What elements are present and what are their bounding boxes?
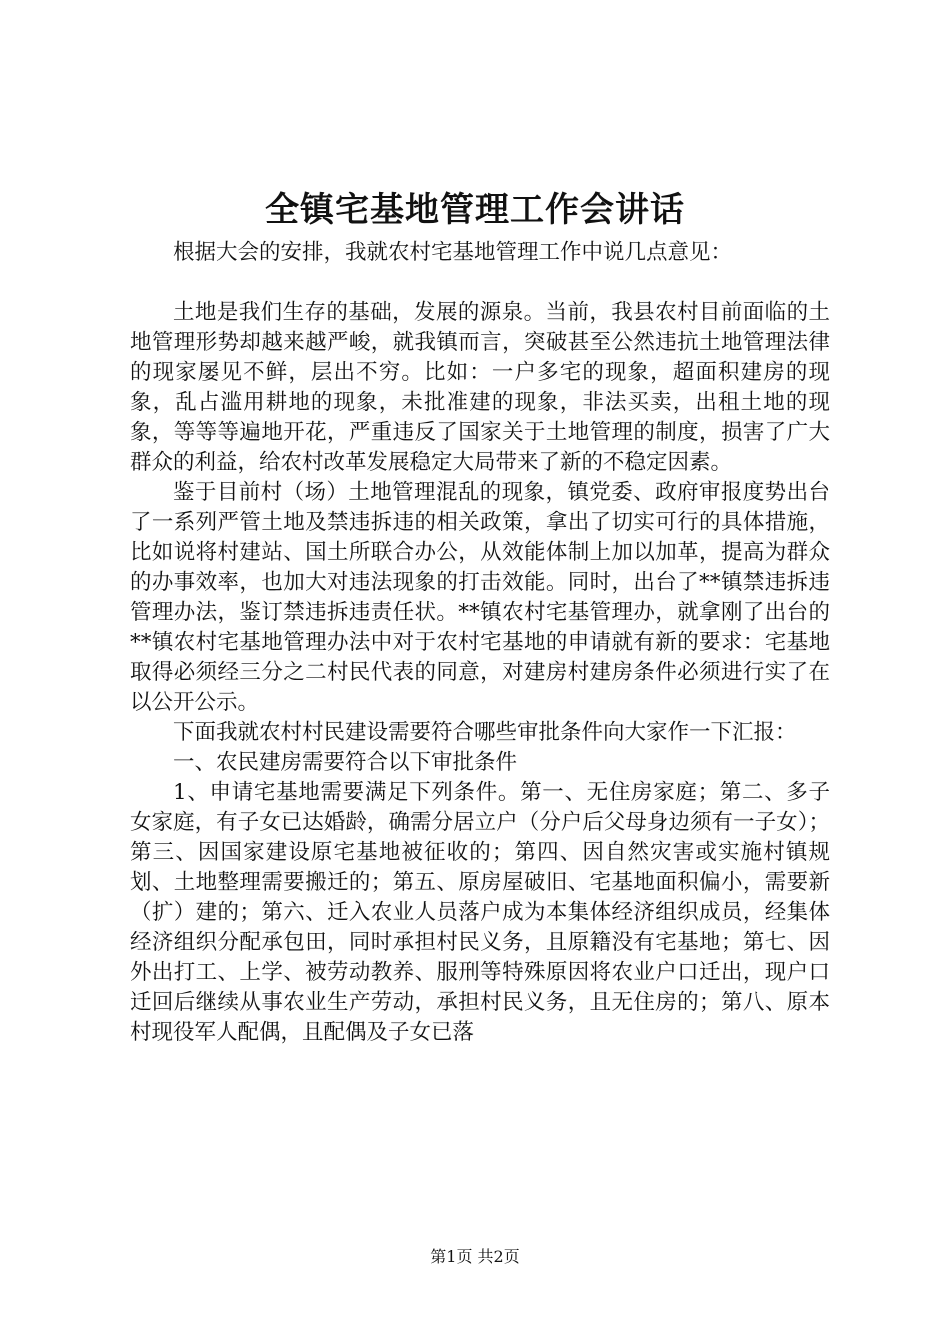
page-number-footer: 第1页 共2页	[430, 1247, 520, 1266]
paragraph-land-situation: 土地是我们生存的基础，发展的源泉。当前，我县农村目前面临的土地管理形势却越来越严峻，就我镇而言，突破甚至公然违抗土地管理法律的现家屡见不鲜，层出不穷。比如：一户多宅的现象，超面积建房的现象，乱占滥用耕地的现象，未批准建的现象，非法买卖，出租土地的现象，等等等遍地开花，严重违反了国家关于土地管理的制度，损害了广大群众的利益，给农村改革发展稳定大局带来了新的不稳定因素。	[130, 300, 830, 475]
paragraph-policy-measures: 鉴于目前村（场）土地管理混乱的现象，镇党委、政府审报度势出台了一系列严管土地及禁违拆违的相关政策，拿出了切实可行的具体措施，比如说将村建站、国土所联合办公，从效能体制上加以加革，提高为群众的办事效率，也加大对违法现象的打击效能。同时，出台了**镇禁违拆违管理办法，鉴订禁违拆违责任状。**镇农村宅基管理办，就拿刚了出台的**镇农村宅基地管理办法中对于农村宅基地的申请就有新的要求：宅基地取得必须经三分之二村民代表的同意，对建房村建房条件必须进行实了在以公开公示。	[130, 480, 830, 715]
paragraph-report-intro: 下面我就农村村民建设需要符合哪些审批条件向大家作一下汇报：	[173, 720, 797, 745]
document-body	[130, 238, 830, 1048]
section-heading-approval-conditions: 一、农民建房需要符合以下审批条件	[173, 750, 518, 775]
paragraph-conditions-list: 1、申请宅基地需要满足下列条件。第一、无住房家庭；第二、多子女家庭，有子女已达婚龄，确需分居立户（分户后父母身边须有一子女）；第三、因国家建设原宅基地被征收的；第四、因自然灾害或实施村镇规划、土地整理需要搬迁的；第五、原房屋破旧、宅基地面积偏小，需要新（扩）建的；第六、迁入农业人员落户成为本集体经济组织成员，经集体经济组织分配承包田，同时承担村民义务，且原籍没有宅基地；第七、因外出打工、上学、被劳动教养、服刑等特殊原因将农业户口迁出，现户口迁回后继续从事农业生产劳动，承担村民义务，且无住房的；第八、原本村现役军人配偶，且配偶及子女已落	[130, 780, 830, 1045]
document-title: 全镇宅基地管理工作会讲话	[265, 190, 685, 230]
paragraph-intro: 根据大会的安排，我就农村宅基地管理工作中说几点意见：	[173, 240, 733, 265]
